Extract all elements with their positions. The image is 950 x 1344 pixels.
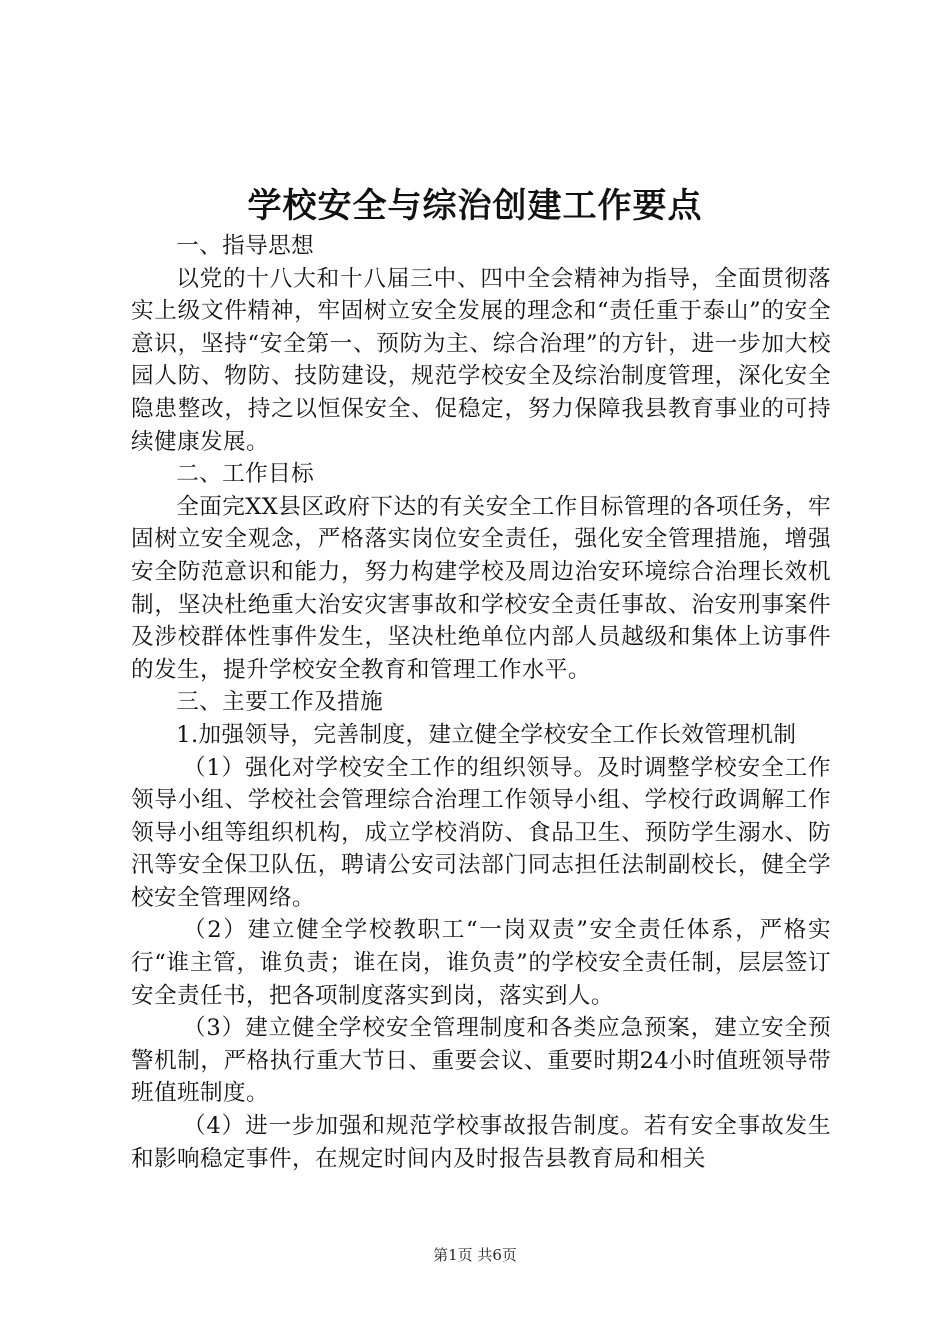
section-heading-work-goals: 二、工作目标 <box>176 461 315 488</box>
document-title: 学校安全与综治创建工作要点 <box>247 186 703 226</box>
list-item-1: （1）强化对学校安全工作的组织领导。及时调整学校安全工作领导小组、学校社会管理综合治理工作领导小组、学校行政调解工作领导小组等组织机构，成立学校消防、食品卫生、预防学生溺水、防汛等安全保卫队伍，聘请公安司法部门同志担任法制副校长，健全学校安全管理网络。 <box>131 754 831 911</box>
list-item-3: （3）建立健全学校安全管理制度和各类应急预案，建立安全预警机制，严格执行重大节日、重要会议、重要时期24小时值班领导带班值班制度。 <box>131 1015 831 1107</box>
subheading-strengthen-leadership: 1.加强领导，完善制度，建立健全学校安全工作长效管理机制 <box>176 721 797 748</box>
section-heading-main-work: 三、主要工作及措施 <box>176 689 384 716</box>
paragraph-work-goals: 全面完XX县区政府下达的有关安全工作目标管理的各项任务，牢固树立安全观念，严格落实岗位安全责任，强化安全管理措施，增强安全防范意识和能力，努力构建学校及周边治安环境综合治理长效机制，坚决杜绝重大治安灾害事故和学校安全责任事故、治安刑事案件及涉校群体性事件发生，坚决杜绝单位内部人员越级和集体上访事件的发生，提升学校安全教育和管理工作水平。 <box>131 493 831 683</box>
page-number-footer: 第1页 共6页 <box>433 1246 517 1264</box>
paragraph-guiding-thought: 以党的十八大和十八届三中、四中全会精神为指导，全面贯彻落实上级文件精神，牢固树立安全发展的理念和“责任重于泰山”的安全意识，坚持“安全第一、预防为主、综合治理”的方针，进一步加大校园人防、物防、技防建设，规范学校安全及综治制度管理，深化安全隐患整改，持之以恒保安全、促稳定，努力保障我县教育事业的可持续健康发展。 <box>131 265 831 455</box>
list-item-4: （4）进一步加强和规范学校事故报告制度。若有安全事故发生和影响稳定事件，在规定时间内及时报告县教育局和相关 <box>131 1113 831 1172</box>
section-heading-guiding-thought: 一、指导思想 <box>176 233 315 259</box>
document-body <box>131 230 831 1175</box>
list-item-2: （2）建立健全学校教职工“一岗双责”安全责任体系，严格实行“谁主管，谁负责；谁在岗，谁负责”的学校安全责任制，层层签订安全责任书，把各项制度落实到岗，落实到人。 <box>131 917 831 1009</box>
